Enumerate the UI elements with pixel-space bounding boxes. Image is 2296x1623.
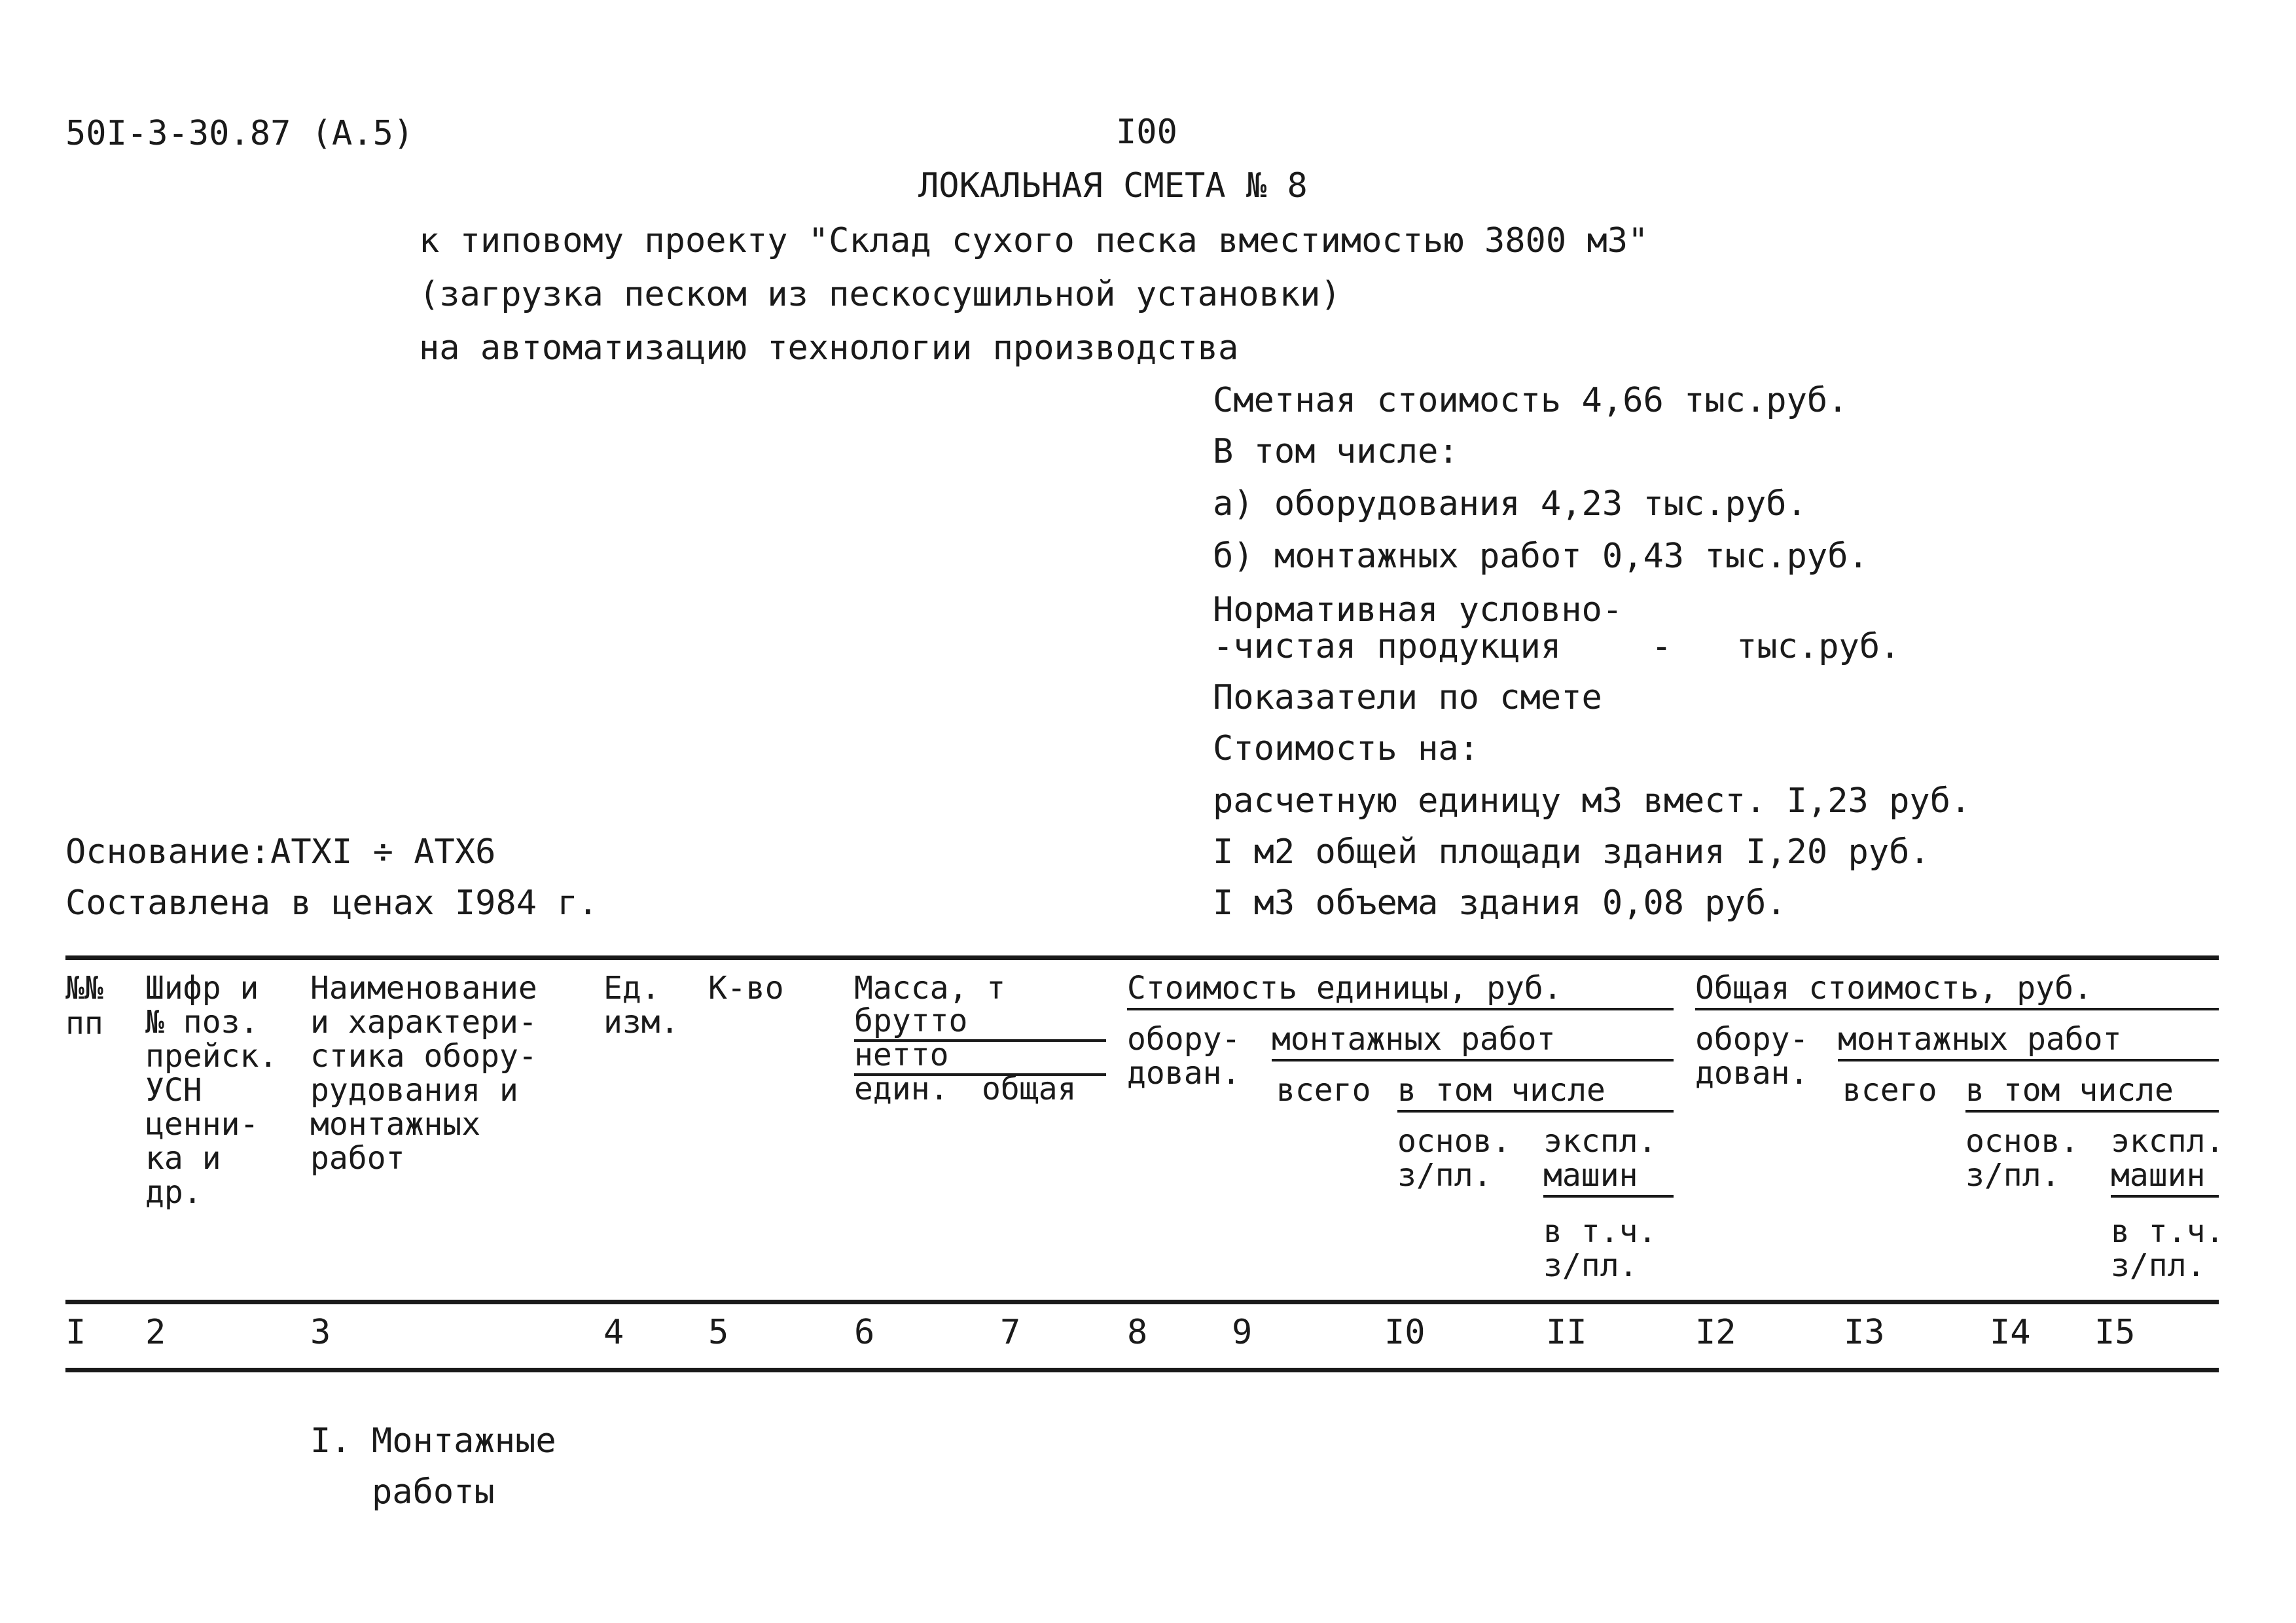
- col-name-line-6: работ: [310, 1140, 405, 1177]
- col-name-line-1: Наименование: [310, 970, 537, 1007]
- col-unit-machines-1: экспл.: [1543, 1123, 1657, 1160]
- col-total-incl-wages-1: в т.ч.: [2111, 1213, 2225, 1250]
- col-num-label-1: №№: [65, 970, 103, 1007]
- col-unit-basic-wages-2: з/пл.: [1397, 1157, 1492, 1194]
- column-number-12: I2: [1695, 1313, 1736, 1352]
- col-code-line-5: ценни-: [145, 1106, 259, 1143]
- col-total-machines-1: экспл.: [2111, 1123, 2225, 1160]
- col-total-machines-2: машин: [2111, 1157, 2206, 1194]
- col-name-line-4: рудования и: [310, 1072, 518, 1109]
- col-unit-incl-wages-2: з/пл.: [1543, 1247, 1638, 1284]
- price-level-line: Составлена в ценах I984 г.: [65, 883, 598, 923]
- col-unit-installation: монтажных работ: [1272, 1021, 1556, 1058]
- col-unit-line-2: изм.: [603, 1004, 679, 1041]
- col-mass-net: нетто: [854, 1037, 949, 1073]
- page-number: I00: [1116, 113, 1177, 152]
- column-number-13: I3: [1844, 1313, 1885, 1352]
- col-code-line-7: др.: [145, 1174, 202, 1211]
- column-number-2: 2: [145, 1313, 166, 1352]
- unit-cost-rule: [1127, 1008, 1674, 1010]
- basis-line: Основание:АТХI ÷ АТХ6: [65, 832, 496, 872]
- col-total-installation: монтажных работ: [1838, 1021, 2122, 1058]
- column-number-15: I5: [2094, 1313, 2136, 1352]
- total-including-rule: [1965, 1110, 2219, 1113]
- document-code: 50I-3-30.87 (А.5): [65, 114, 414, 153]
- unit-machines-rule: [1543, 1195, 1674, 1198]
- column-number-6: 6: [854, 1313, 875, 1352]
- column-number-1: I: [65, 1313, 86, 1352]
- cost-per-label: Стоимость на:: [1213, 729, 1479, 768]
- col-name-line-3: стика обору-: [310, 1038, 537, 1075]
- column-number-4: 4: [603, 1313, 624, 1352]
- col-unit-line-1: Ед.: [603, 970, 660, 1007]
- col-total-basic-wages-1: основ.: [1965, 1123, 2079, 1160]
- col-mass-title: Масса, т: [854, 970, 1006, 1007]
- subtitle-line-2: (загрузка песком из пескосушильной установки): [419, 275, 1341, 314]
- col-unit-equipment-1: обору-: [1127, 1021, 1241, 1058]
- column-number-10: I0: [1384, 1313, 1426, 1352]
- column-numbers-top-rule: [65, 1300, 2219, 1304]
- col-total-including: в том числе: [1965, 1072, 2174, 1109]
- section-title-line-1: I. Монтажные: [310, 1421, 556, 1461]
- unit-installation-rule: [1272, 1059, 1674, 1061]
- col-total-incl-wages-2: з/пл.: [2111, 1247, 2206, 1284]
- col-unit-equipment-2: дован.: [1127, 1055, 1241, 1092]
- col-mass-unit: един.: [854, 1071, 949, 1107]
- column-number-5: 5: [708, 1313, 729, 1352]
- table-top-rule: [65, 955, 2219, 960]
- col-code-line-4: УСН: [145, 1072, 202, 1109]
- subtitle-line-3: на автоматизацию технологии производства: [419, 329, 1239, 368]
- col-code-line-6: ка и: [145, 1140, 221, 1177]
- col-unit-cost-title: Стоимость единицы, руб.: [1127, 970, 1562, 1007]
- col-unit-total: всего: [1276, 1072, 1371, 1109]
- unit-including-rule: [1397, 1110, 1674, 1113]
- col-name-line-2: и характери-: [310, 1004, 537, 1041]
- col-mass-gross: брутто: [854, 1003, 968, 1039]
- total-installation-rule: [1838, 1059, 2219, 1061]
- col-num-label-2: пп: [65, 1005, 103, 1042]
- col-mass-total: общая: [982, 1071, 1077, 1107]
- subtitle-line-1: к типовому проекту "Склад сухого песка вместимостью 3800 м3": [419, 221, 1649, 260]
- col-code-line-3: прейск.: [145, 1038, 278, 1075]
- equipment-cost: а) оборудования 4,23 тыс.руб.: [1213, 484, 1807, 524]
- column-number-7: 7: [1000, 1313, 1021, 1352]
- column-number-3: 3: [310, 1313, 331, 1352]
- col-total-equipment-1: обору-: [1695, 1021, 1809, 1058]
- col-total-cost-title: Общая стоимость, руб.: [1695, 970, 2092, 1007]
- column-number-9: 9: [1232, 1313, 1253, 1352]
- normative-line-1: Нормативная условно-: [1213, 590, 1623, 630]
- installation-cost: б) монтажных работ 0,43 тыс.руб.: [1213, 537, 1869, 576]
- section-title-line-2: работы: [372, 1472, 495, 1512]
- including-label: В том числе:: [1213, 432, 1459, 471]
- column-number-11: II: [1546, 1313, 1587, 1352]
- total-cost-rule: [1695, 1008, 2219, 1010]
- total-machines-rule: [2111, 1195, 2219, 1198]
- col-total-basic-wages-2: з/пл.: [1965, 1157, 2060, 1194]
- col-unit-incl-wages-1: в т.ч.: [1543, 1213, 1657, 1250]
- col-unit-including: в том числе: [1397, 1072, 1605, 1109]
- col-total-equipment-2: дован.: [1695, 1055, 1809, 1092]
- document-title: ЛОКАЛЬНАЯ СМЕТА № 8: [918, 166, 1308, 205]
- estimated-cost: Сметная стоимость 4,66 тыс.руб.: [1213, 381, 1848, 420]
- column-number-8: 8: [1127, 1313, 1148, 1352]
- normative-unit: тыс.руб.: [1736, 627, 1901, 666]
- normative-dash: -: [1651, 627, 1672, 666]
- col-quantity: К-во: [708, 970, 784, 1007]
- col-unit-basic-wages-1: основ.: [1397, 1123, 1511, 1160]
- normative-line-2: -чистая продукция: [1213, 627, 1562, 666]
- cost-per-area: I м2 общей площади здания I,20 руб.: [1213, 832, 1930, 872]
- indicators-label: Показатели по смете: [1213, 678, 1602, 717]
- cost-per-unit: расчетную единицу м3 вмест. I,23 руб.: [1213, 781, 1971, 821]
- col-name-line-5: монтажных: [310, 1106, 481, 1143]
- column-number-14: I4: [1990, 1313, 2031, 1352]
- col-code-line-2: № поз.: [145, 1004, 259, 1041]
- column-numbers-bottom-rule: [65, 1368, 2219, 1372]
- cost-per-volume: I м3 объема здания 0,08 руб.: [1213, 883, 1787, 923]
- col-code-line-1: Шифр и: [145, 970, 259, 1007]
- col-unit-machines-2: машин: [1543, 1157, 1638, 1194]
- col-total-total: всего: [1842, 1072, 1937, 1109]
